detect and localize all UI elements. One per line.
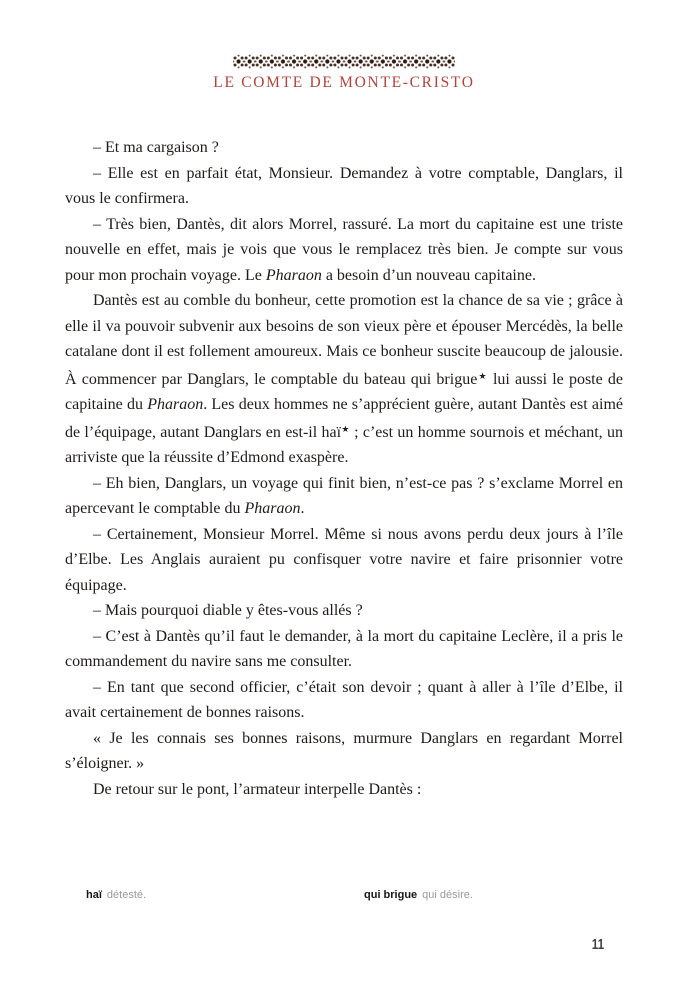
body-text [65, 135, 623, 802]
page-title: LE COMTE DE MONTE-CRISTO [213, 74, 475, 91]
footnote-definition: détesté. [106, 889, 147, 901]
text-run: a besoin d’un nouveau capitaine. [321, 266, 536, 284]
paragraph [65, 522, 623, 599]
footnote-star-icon: ★ [341, 424, 350, 435]
footnote-hai [86, 889, 146, 901]
paragraph [65, 726, 623, 777]
paragraph [65, 135, 623, 161]
text-run: . [300, 500, 305, 517]
text-run: – Mais pourquoi diable y êtes-vous allés ? [93, 602, 363, 619]
ornament-band-icon [233, 54, 455, 69]
footnote-definition: qui désire. [422, 889, 473, 901]
text-run: . Les deux hommes ne s’apprécient guère, autant Dantès est aimé de l’équipage, autant Danglars en est-il haï [65, 396, 623, 441]
text-run: Pharaon [244, 500, 301, 517]
paragraph [65, 777, 623, 803]
text-run: – Et ma cargaison ? [93, 139, 219, 156]
paragraph [65, 675, 623, 726]
paragraph [65, 598, 623, 624]
text-run: – Très bien, Dantès, dit alors Morrel, rassuré. La mort du capitaine est une triste nouvelle en effet, mais je vois que vous le remplacez très bien. Je compte sur vous pour mon prochain voyage. Le [65, 215, 623, 284]
text-run: Dantès est au comble du bonheur, cette promotion est la chance de sa vie ; grâce à elle il va pouvoir subvenir aux besoins de son vieux père et épouser Mercédès, la belle catalane dont il est follement amoureux. Mais ce bonheur suscite beaucoup de jalousie. À commencer par Danglars, le comptable du bateau qui brigue [65, 292, 623, 388]
text-run: De retour sur le pont, l’armateur interpelle Dantès : [93, 780, 422, 798]
text-run: – Certainement, Monsieur Morrel. Même si nous avons perdu deux jours à l’île d’Elbe. Les Anglais auraient pu confisquer votre navire et faire prisonnier votre équipage. [65, 525, 623, 594]
paragraph [65, 212, 623, 289]
page-number: 11 [591, 936, 605, 953]
text-run: – Elle est en parfait état, Monsieur. Demandez à votre comptable, Danglars, il vous le confirmera. [65, 164, 623, 207]
footnote-star-icon: ★ [477, 371, 488, 382]
text-run: – Eh bien, Danglars, un voyage qui finit bien, n’est-ce pas ? s’exclame Morrel en apercevant le comptable du [65, 474, 623, 517]
paragraph [65, 161, 623, 212]
footnote-term: haï [86, 889, 102, 901]
text-run: lui aussi le poste de capitaine du [65, 370, 624, 413]
text-run: – C’est à Dantès qu’il faut le demander, à la mort du capitaine Leclère, il a pris le commandement du navire sans me consulter. [65, 627, 623, 670]
footnote-qui-brigue [364, 889, 473, 901]
text-run: Pharaon [265, 266, 322, 284]
paragraph [65, 288, 623, 471]
text-run: Pharaon [147, 396, 204, 413]
text-run: – En tant que second officier, c’était son devoir ; quant à aller à l’île d’Elbe, il avait certainement de bonnes raisons. [65, 678, 623, 721]
paragraph [65, 624, 623, 675]
paragraph [65, 471, 623, 522]
text-run: « Je les connais ses bonnes raisons, murmure Danglars en regardant Morrel s’éloigner. » [65, 729, 623, 772]
text-run: ; c’est un homme sournois et méchant, un arriviste que la réussite d’Edmond exaspère. [65, 423, 623, 466]
footnote-term: qui brigue [364, 889, 418, 901]
